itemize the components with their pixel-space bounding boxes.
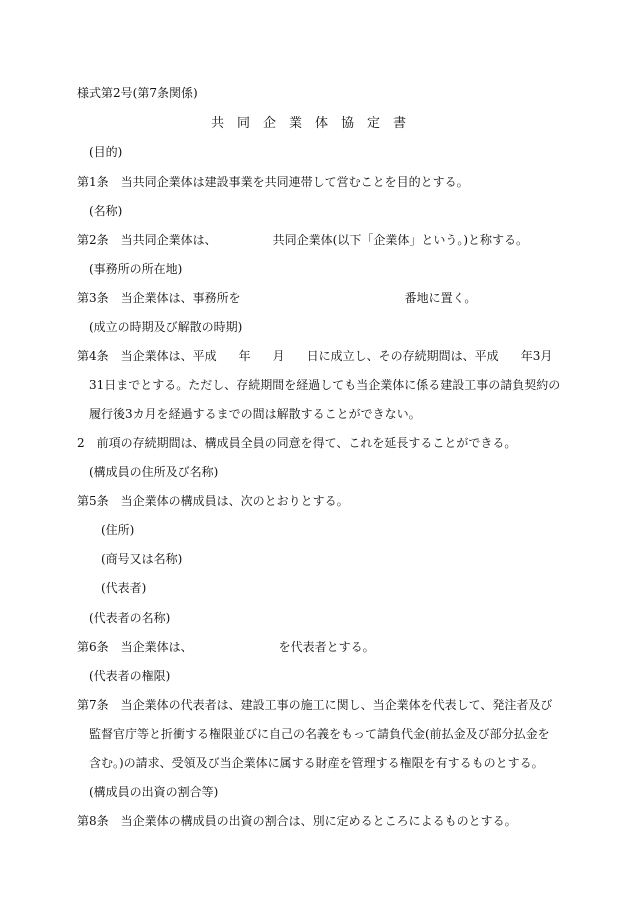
article-7-line-3: 含む。)の請求、受領及び当企業体に属する財産を管理する権限を有するものとする。 [89, 756, 544, 770]
form-label: 様式第2号(第7条関係) [77, 86, 198, 100]
article-2-text [77, 232, 528, 248]
member-representative-label: (代表者) [101, 581, 147, 595]
article-6-text [77, 639, 375, 655]
article-5-heading: (構成員の住所及び名称) [89, 465, 219, 479]
article-2-heading: (名称) [89, 204, 123, 218]
article-5-text: 第5条 当企業体の構成員は、次のとおりとする。 [77, 494, 349, 508]
article-8-text: 第8条 当企業体の構成員の出資の割合は、別に定めるところによるものとする。 [77, 814, 517, 828]
article-8-heading: (構成員の出資の割合等) [89, 785, 219, 799]
article-7-line-1: 第7条 当企業体の代表者は、建設工事の施工に関し、当企業体を代表して、発注者及び [77, 698, 553, 712]
document-title: 共同企業体協定書 [210, 116, 419, 131]
article-4-text-d: 日に成立し、その存続期間は、平成 [306, 349, 499, 363]
article-4-line-2: 31日までとする。ただし、存続期間を経過しても当企業体に係る建設工事の請負契約の [89, 378, 561, 392]
article-6-text-after: を代表者とする。 [278, 640, 375, 654]
article-7-line-2: 監督官庁等と折衝する権限並びに自己の名義をもって請負代金(前払金及び部分払金を [89, 727, 550, 741]
article-3-text [77, 290, 476, 306]
article-4-line-1 [77, 348, 552, 364]
article-4-paragraph-2: 2 前項の存続期間は、構成員全員の同意を得て、これを延長することができる。 [77, 436, 517, 450]
article-4-text-c: 月 [272, 349, 285, 363]
article-1-heading: (目的) [89, 145, 123, 159]
article-4-heading: (成立の時期及び解散の時期) [89, 320, 243, 334]
article-4-line-3: 履行後3カ月を経過するまでの間は解散することができない。 [89, 407, 421, 421]
article-3-text-before: 第3条 当企業体は、事務所を [77, 291, 241, 305]
article-3-heading: (事務所の所在地) [89, 262, 183, 276]
article-4-text-b: 年 [238, 349, 251, 363]
article-1-text: 第1条 当共同企業体は建設事業を共同連帯して営むことを目的とする。 [77, 175, 469, 189]
article-2-text-after: 共同企業体(以下「企業体」という。)と称する。 [272, 233, 529, 247]
article-7-heading: (代表者の権限) [89, 669, 171, 683]
article-4-text-a: 第4条 当企業体は、平成 [77, 349, 217, 363]
article-4-text-e: 年3月 [520, 349, 553, 363]
article-6-text-before: 第6条 当企業体は、 [77, 640, 193, 654]
article-3-text-after: 番地に置く。 [404, 291, 477, 305]
article-6-heading: (代表者の名称) [89, 611, 171, 625]
member-address-label: (住所) [101, 523, 135, 537]
member-company-name-label: (商号又は名称) [101, 552, 183, 566]
article-2-text-before: 第2条 当共同企業体は、 [77, 233, 217, 247]
